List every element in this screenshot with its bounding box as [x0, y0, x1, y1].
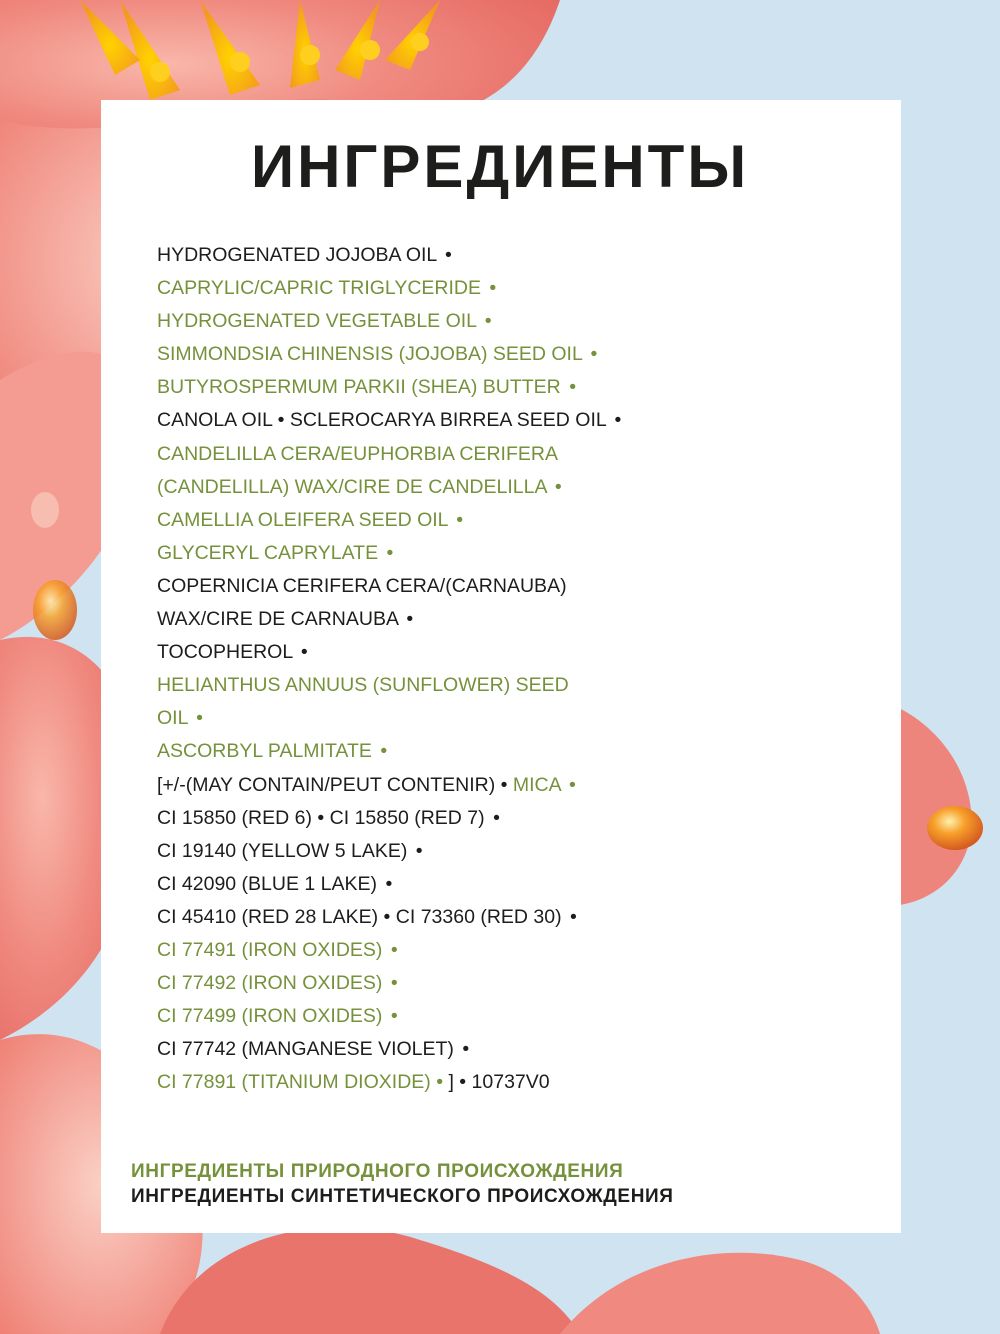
ingredient-synthetic: CANOLA OIL [157, 409, 273, 432]
ingredient-synthetic: CI 73360 (RED 30) [395, 905, 562, 928]
legend-synthetic: ИНГРЕДИЕНТЫ СИНТЕТИЧЕСКОГО ПРОИСХОЖДЕНИЯ [131, 1186, 674, 1207]
bullet-separator: • [386, 541, 394, 564]
bullet-separator: • [500, 773, 508, 796]
bullet-separator: • [300, 641, 308, 664]
bullet-separator: • [456, 508, 464, 531]
ingredient-natural: SIMMONDSIA CHINENSIS (JOJOBA) SEED OIL [157, 343, 583, 366]
ingredient-natural: OIL [157, 707, 188, 730]
list-item [157, 239, 717, 272]
list-item [157, 537, 717, 570]
bullet-separator: • [390, 1005, 398, 1028]
list-item [157, 1066, 717, 1099]
list-item [157, 371, 717, 404]
ingredient-synthetic: [+/-(MAY CONTAIN/PEUT CONTENIR) [157, 773, 496, 796]
ingredient-natural: CI 77491 (IRON OXIDES) [157, 938, 383, 961]
list-item [157, 305, 717, 338]
ingredient-synthetic: HYDROGENATED JOJOBA OIL [157, 244, 437, 266]
ingredient-synthetic: TOCOPHEROL [157, 641, 293, 664]
list-item [157, 1000, 717, 1033]
list-item [157, 471, 717, 504]
color-legend [131, 1159, 891, 1209]
ingredient-natural: CAMELLIA OLEIFERA SEED OIL [157, 508, 448, 531]
list-item [157, 504, 717, 537]
bullet-separator: • [383, 905, 391, 928]
list-item [157, 570, 717, 603]
ingredient-natural: HELIANTHUS ANNUUS (SUNFLOWER) SEED [157, 674, 569, 697]
bullet-separator: • [436, 1071, 444, 1094]
ingredient-synthetic: SCLEROCARYA BIRREA SEED OIL [289, 409, 607, 432]
ingredient-natural: ASCORBYL PALMITATE [157, 740, 372, 763]
bullet-separator: • [390, 972, 398, 995]
ingredient-natural: GLYCERYL CAPRYLATE [157, 541, 379, 564]
bullet-separator: • [196, 707, 203, 730]
bullet-separator: • [570, 905, 577, 928]
list-item [157, 1033, 717, 1066]
ingredient-natural: MICA [512, 773, 561, 796]
bullet-separator: • [406, 608, 414, 631]
ingredient-synthetic: CI 15850 (RED 6) [157, 806, 312, 829]
list-item [157, 702, 717, 735]
list-item [157, 868, 717, 901]
ingredient-natural: BUTYROSPERMUM PARKII (SHEA) BUTTER [157, 376, 561, 399]
ingredient-synthetic: CI 19140 (YELLOW 5 LAKE) [157, 839, 408, 862]
bullet-separator: • [554, 475, 562, 498]
ingredient-natural: (CANDELILLA) WAX/CIRE DE CANDELILLA [157, 475, 547, 498]
legend-natural: ИНГРЕДИЕНТЫ ПРИРОДНОГО ПРОИСХОЖДЕНИЯ [131, 1161, 624, 1182]
bullet-separator: • [568, 773, 576, 796]
list-item [157, 404, 717, 437]
ingredient-natural: CANDELILLA CERA/EUPHORBIA CERIFERA [157, 442, 558, 465]
bullet-separator: • [277, 409, 285, 432]
bullet-separator: • [569, 376, 577, 399]
ingredient-synthetic: CI 15850 (RED 7) [329, 806, 485, 829]
list-item [157, 636, 717, 669]
bullet-separator: • [385, 872, 393, 895]
list-item [157, 967, 717, 1000]
bullet-separator: • [614, 409, 622, 432]
list-item [157, 901, 717, 934]
page-title: ИНГРЕДИЕНТЫ [250, 133, 750, 200]
ingredient-natural: CI 77891 (TITANIUM DIOXIDE) [157, 1071, 431, 1094]
ingredient-synthetic: CI 42090 (BLUE 1 LAKE) [157, 872, 378, 895]
bullet-separator: • [462, 1038, 470, 1061]
ingredients-list [157, 239, 717, 1099]
ingredient-synthetic: COPERNICIA CERIFERA CERA/(CARNAUBA) [157, 574, 567, 597]
list-item [157, 769, 717, 802]
list-item [157, 835, 717, 868]
ingredient-synthetic: CI 45410 (RED 28 LAKE) [157, 905, 379, 928]
bullet-separator: • [380, 740, 388, 763]
list-item [157, 272, 717, 305]
bullet-separator: • [317, 806, 325, 829]
list-item [157, 934, 717, 967]
ingredient-synthetic: CI 77742 (MANGANESE VIOLET) [157, 1038, 454, 1061]
bullet-separator: • [590, 343, 598, 366]
list-item [157, 438, 717, 471]
list-item [157, 802, 717, 835]
bullet-separator: • [444, 244, 452, 266]
bullet-separator: • [390, 938, 398, 961]
list-item [157, 603, 717, 636]
ingredient-natural: HYDROGENATED VEGETABLE OIL [157, 310, 477, 333]
bullet-separator: • [493, 806, 500, 829]
ingredient-synthetic: WAX/CIRE DE CARNAUBA [157, 608, 398, 631]
list-item [157, 669, 717, 702]
ingredient-natural: CAPRYLIC/CAPRIC TRIGLYCERIDE [157, 277, 481, 300]
bullet-separator: • [489, 277, 497, 300]
ingredient-natural: CI 77492 (IRON OXIDES) [157, 972, 383, 995]
bullet-separator: • [415, 839, 423, 862]
bullet-separator: • [484, 310, 492, 333]
list-item [157, 338, 717, 371]
ingredient-synthetic: ] • 10737V0 [448, 1071, 550, 1094]
ingredient-natural: CI 77499 (IRON OXIDES) [157, 1005, 383, 1028]
list-item [157, 735, 717, 768]
